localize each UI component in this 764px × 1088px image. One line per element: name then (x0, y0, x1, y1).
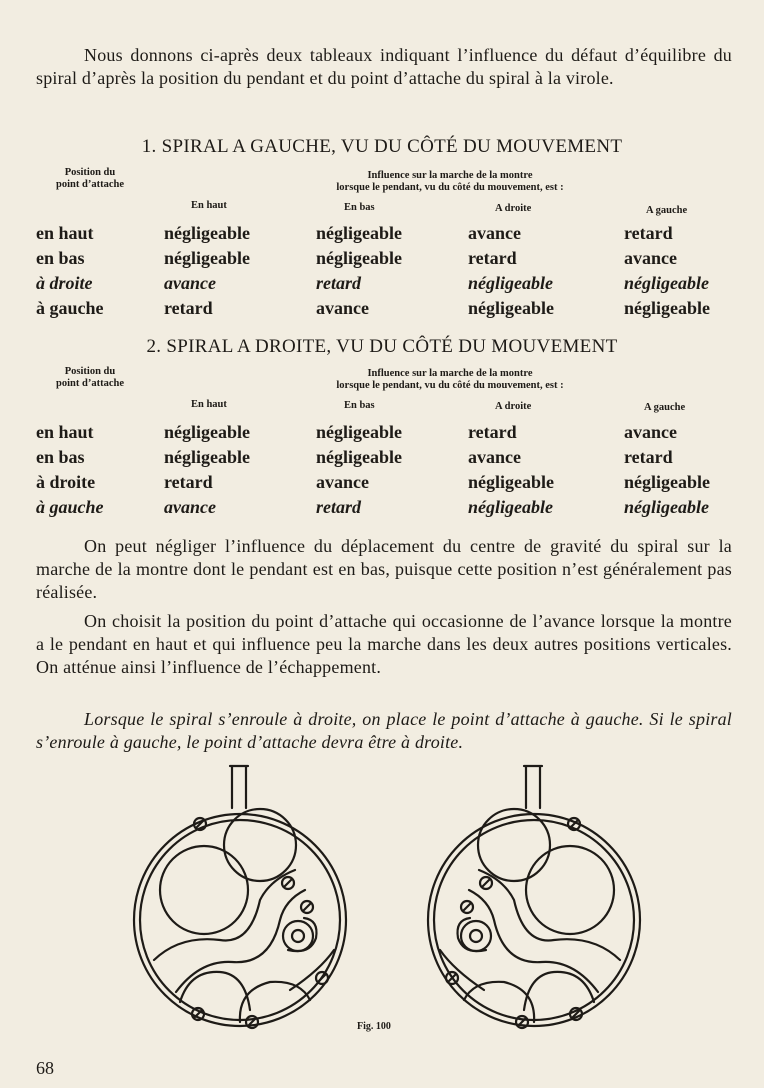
table1-col-en-bas: En bas (344, 202, 375, 213)
table1-title: 1. SPIRAL A GAUCHE, VU DU CÔTÉ DU MOUVEMENT (141, 136, 623, 157)
table2-col-en-bas: En bas (344, 400, 375, 411)
table2-row: à gauche avance retard négligeable négligeable (36, 497, 709, 517)
table1-row: en bas négligeable négligeable retard avance (36, 248, 677, 268)
table1-col-a-droite: A droite (495, 203, 532, 214)
right-movement-drawing (428, 766, 640, 1028)
page-number: 68 (36, 1058, 54, 1078)
table2-title: 2. SPIRAL A DROITE, VU DU CÔTÉ DU MOUVEMENT (146, 336, 618, 357)
table2-col-a-droite: A droite (495, 401, 532, 412)
table2-row: à droite retard avance négligeable négligeable (36, 472, 710, 492)
table1-col-a-gauche: A gauche (646, 205, 688, 216)
left-movement-drawing (134, 766, 346, 1028)
table2-row: en bas négligeable négligeable avance retard (36, 447, 673, 467)
table1-row: en haut négligeable négligeable avance retard (36, 223, 673, 243)
table2-row: en haut négligeable négligeable retard avance (36, 422, 677, 442)
table1-influence-header: Influence sur la marche de la montre lorsque le pendant, vu du côté du mouvement, est : (336, 170, 564, 193)
table1-row: à gauche retard avance négligeable négligeable (36, 298, 710, 318)
table2-influence-header: Influence sur la marche de la montre lorsque le pendant, vu du côté du mouvement, est : (336, 368, 564, 391)
intro-paragraph: Nous donnons ci-après deux tableaux indiquant l’influence du défaut d’équilibre du spiral d’après la position du pendant et du point d’attache du spiral à la virole. (36, 45, 732, 88)
table2-col-en-haut: En haut (191, 399, 227, 410)
paragraph-point-attache: On choisit la position du point d’attache qui occasionne de l’avance lorsque la montre a le pendant en haut et qui influence peu la marche dans les deux autres positions verticales. On atténue ainsi l’influence de l’échappement. (36, 611, 732, 677)
paragraph-enroulement: Lorsque le spiral s’enroule à droite, on place le point d’attache à gauche. Si le spiral s’enroule à gauche, le point d’attache devra être à droite. (36, 709, 732, 752)
figure-watch-movements (120, 760, 740, 1050)
table1-position-header: Position du point d’attache (56, 167, 124, 190)
table1-col-en-haut: En haut (191, 200, 227, 211)
table1-row: à droite avance retard négligeable négligeable (36, 273, 709, 293)
table2-col-a-gauche: A gauche (644, 402, 686, 413)
figure-caption: Fig. 100 (357, 1021, 391, 1032)
paragraph-centre-gravite: On peut négliger l’influence du déplacement du centre de gravité du spiral sur la marche de la montre dont le pendant est en bas, puisque cette position n’est généralement pas réalisée. (36, 536, 732, 602)
table2-position-header: Position du point d’attache (56, 366, 124, 389)
